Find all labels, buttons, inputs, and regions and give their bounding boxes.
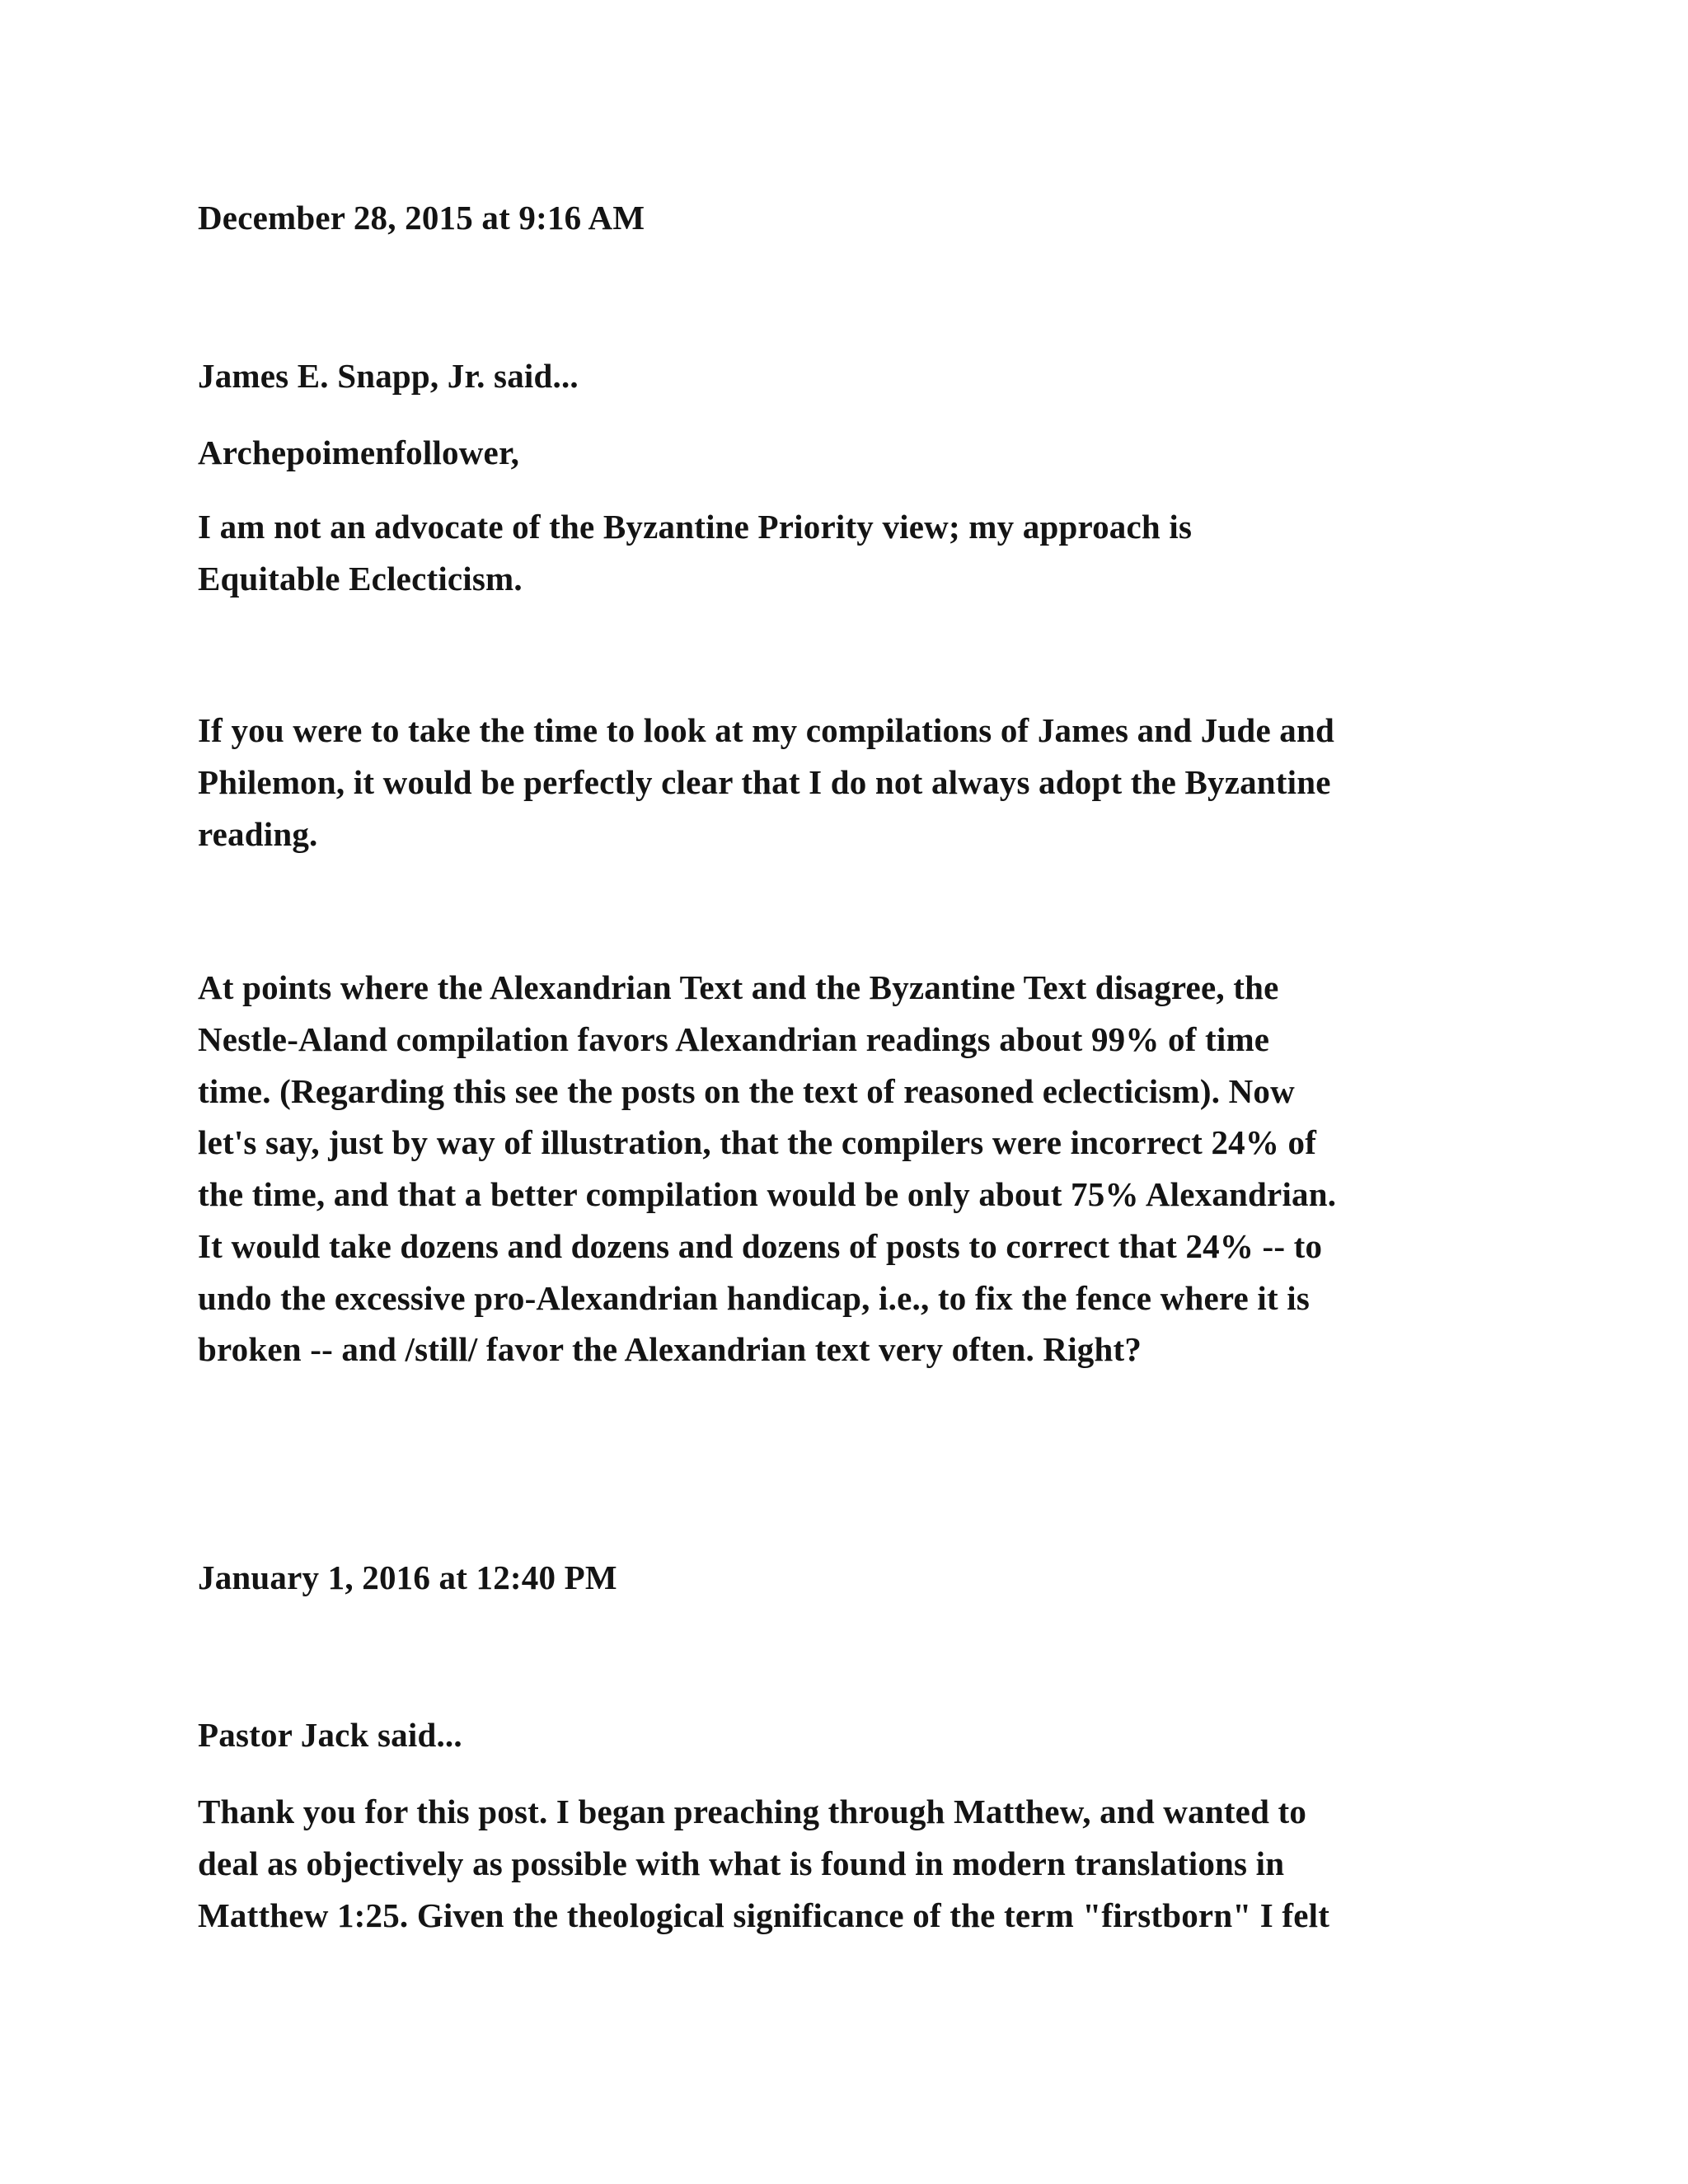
paragraph-line: the time, and that a better compilation would be only about 75% Alexandrian. (198, 1175, 1337, 1213)
paragraph-line: Equitable Eclecticism. (198, 560, 523, 598)
comment-salutation: Archepoimenfollower, (198, 434, 520, 471)
paragraph-line: Thank you for this post. I began preaching through Matthew, and wanted to (198, 1793, 1307, 1830)
paragraph-line: At points where the Alexandrian Text and the Byzantine Text disagree, the (198, 968, 1279, 1006)
paragraph-line: It would take dozens and dozens and dozens of posts to correct that 24% -- to (198, 1227, 1323, 1265)
comment-timestamp: January 1, 2016 at 12:40 PM (198, 1558, 617, 1596)
paragraph-line: Matthew 1:25. Given the theological significance of the term "firstborn" I felt (198, 1896, 1330, 1934)
paragraph-line: If you were to take the time to look at my compilations of James and Jude and (198, 711, 1334, 749)
comment-author: James E. Snapp, Jr. said... (198, 357, 579, 395)
paragraph-line: I am not an advocate of the Byzantine Priority view; my approach is (198, 508, 1193, 546)
paragraph-line: broken -- and /still/ favor the Alexandrian text very often. Right? (198, 1330, 1142, 1368)
paragraph-line: Philemon, it would be perfectly clear that I do not always adopt the Byzantine (198, 763, 1331, 801)
paragraph-line: deal as objectively as possible with what is found in modern translations in (198, 1844, 1285, 1882)
paragraph-line: reading. (198, 815, 318, 853)
paragraph-line: time. (Regarding this see the posts on the text of reasoned eclecticism). Now (198, 1072, 1295, 1110)
comment-timestamp: December 28, 2015 at 9:16 AM (198, 199, 645, 237)
comment-author: Pastor Jack said... (198, 1716, 462, 1754)
paragraph-line: Nestle-Aland compilation favors Alexandrian readings about 99% of time (198, 1020, 1270, 1058)
paragraph-line: let's say, just by way of illustration, that the compilers were incorrect 24% of (198, 1123, 1317, 1161)
paragraph-line: undo the excessive pro-Alexandrian handicap, i.e., to fix the fence where it is (198, 1279, 1311, 1317)
